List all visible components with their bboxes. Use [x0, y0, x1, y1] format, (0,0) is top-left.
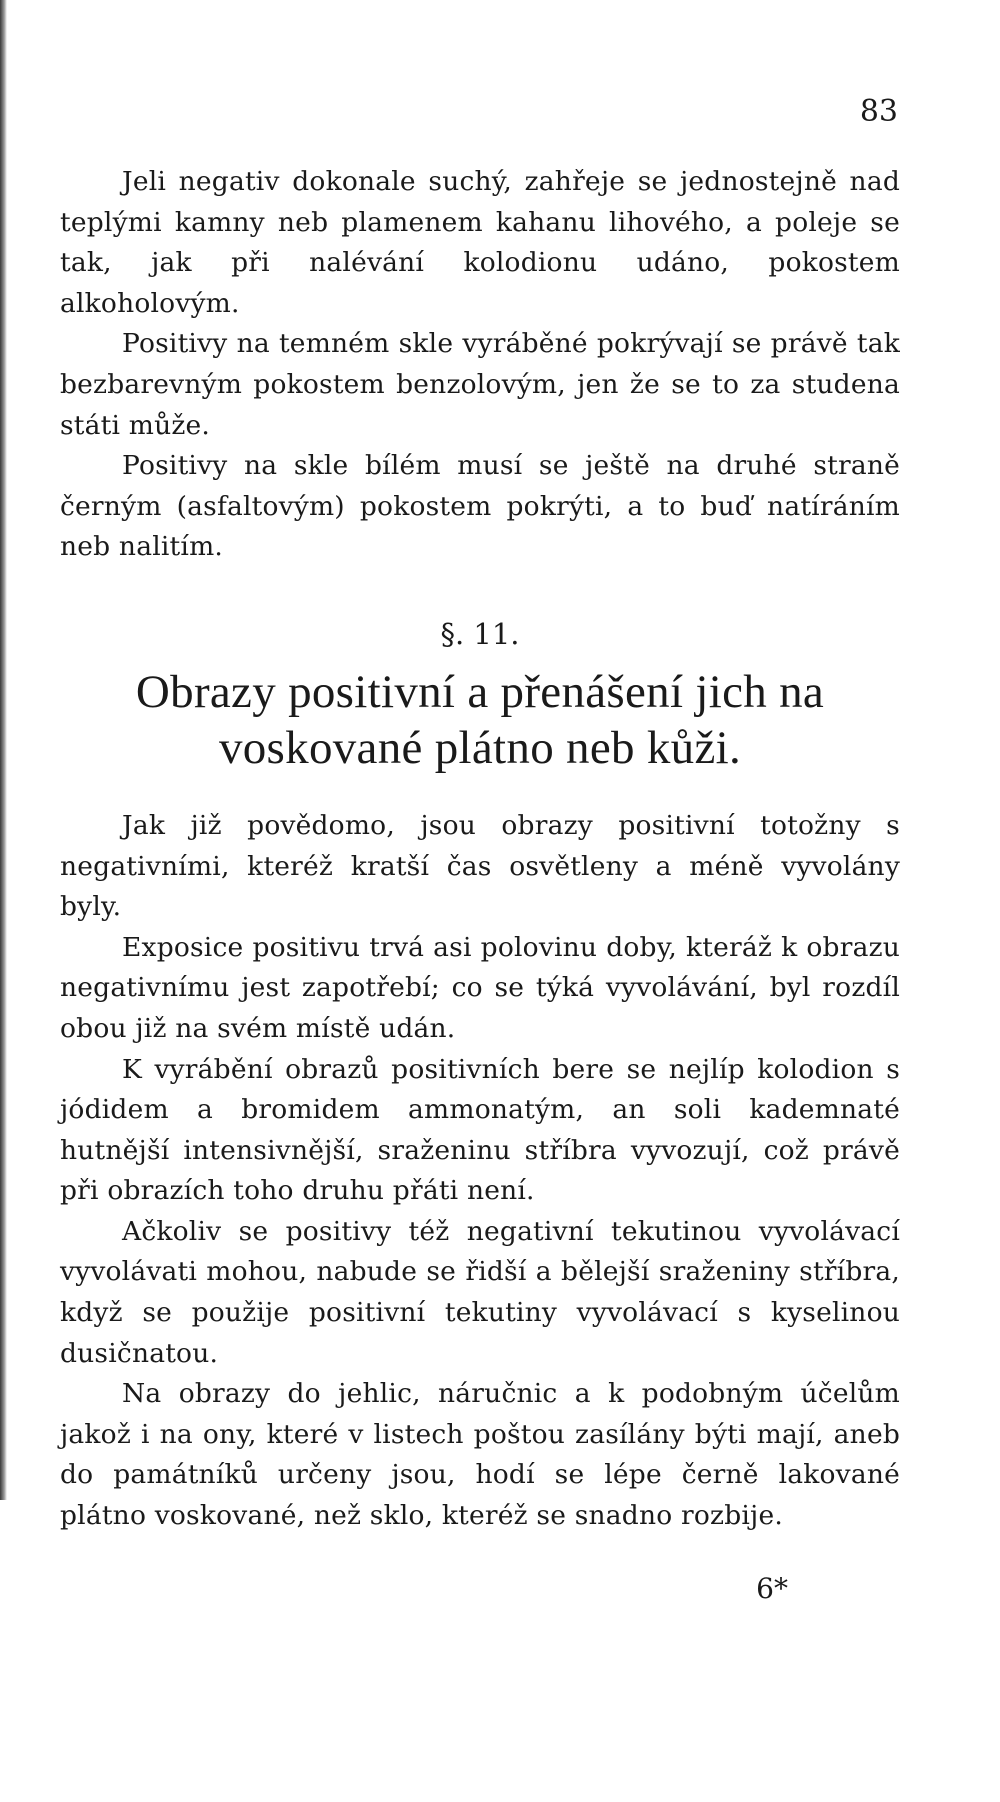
page-binding-edge	[0, 0, 7, 1500]
paragraph: K vyrábění obrazů positivních bere se nejlíp kolodion s jódidem a bromidem ammonatým, an soli kademnaté hutnější intensivnější, sraženinu stříbra vyvozují, což právě při obrazích toho druhu přáti není.	[60, 1053, 900, 1207]
paragraph: Exposice positivu trvá asi polovinu doby, kteráž k obrazu negativnímu jest zapotřebí; co se týká vyvolávání, byl rozdíl obou již na svém místě udán.	[60, 931, 900, 1044]
paragraph: Ačkoliv se positivy též negativní tekutinou vyvolávací vyvolávati mohou, nabude se řidší a bělejší sraženiny stříbra, když se použije positivní tekutiny vyvolávací s kyselinou dusičnatou.	[60, 1215, 900, 1369]
paragraph: Jeli negativ dokonale suchý, zahřeje se jednostejně nad teplými kamny neb plamenem kahanu lihového, a poleje se tak, jak při nalévání kolodionu udáno, pokostem alkoholovým.	[60, 166, 900, 319]
paragraph: Positivy na temném skle vyráběné pokrývají se právě tak bezbarevným pokostem benzolovým, jen že se to za studena státi může.	[60, 328, 900, 441]
page-number: 83	[859, 94, 898, 129]
paragraph: Positivy na skle bílém musí se ještě na druhé straně černým (asfaltovým) pokostem pokrýti, a to buď natíráním neb nalitím.	[60, 450, 900, 563]
book-page	[60, 92, 900, 1609]
printer-signature-mark: 6*	[756, 1571, 788, 1605]
paragraph: Na obrazy do jehlic, náručnic a k podobným účelům jakož i na ony, které v listech poštou zasílány býti mají, aneb do památníků určeny jsou, hodí se lépe černě lakované plátno voskované, než sklo, kteréž se snadno rozbije.	[60, 1378, 900, 1532]
section-mark: §. 11.	[440, 616, 520, 651]
text-block-after	[60, 806, 900, 1537]
paragraph: Jak již povědomo, jsou obrazy positivní totožny s negativními, kteréž kratší čas osvětleny a méně vyvolány byly.	[60, 809, 900, 923]
section-title: Obrazy positivní a přenášení jich na voskované plátno neb kůži.	[135, 665, 825, 774]
text-block-before	[60, 162, 900, 568]
